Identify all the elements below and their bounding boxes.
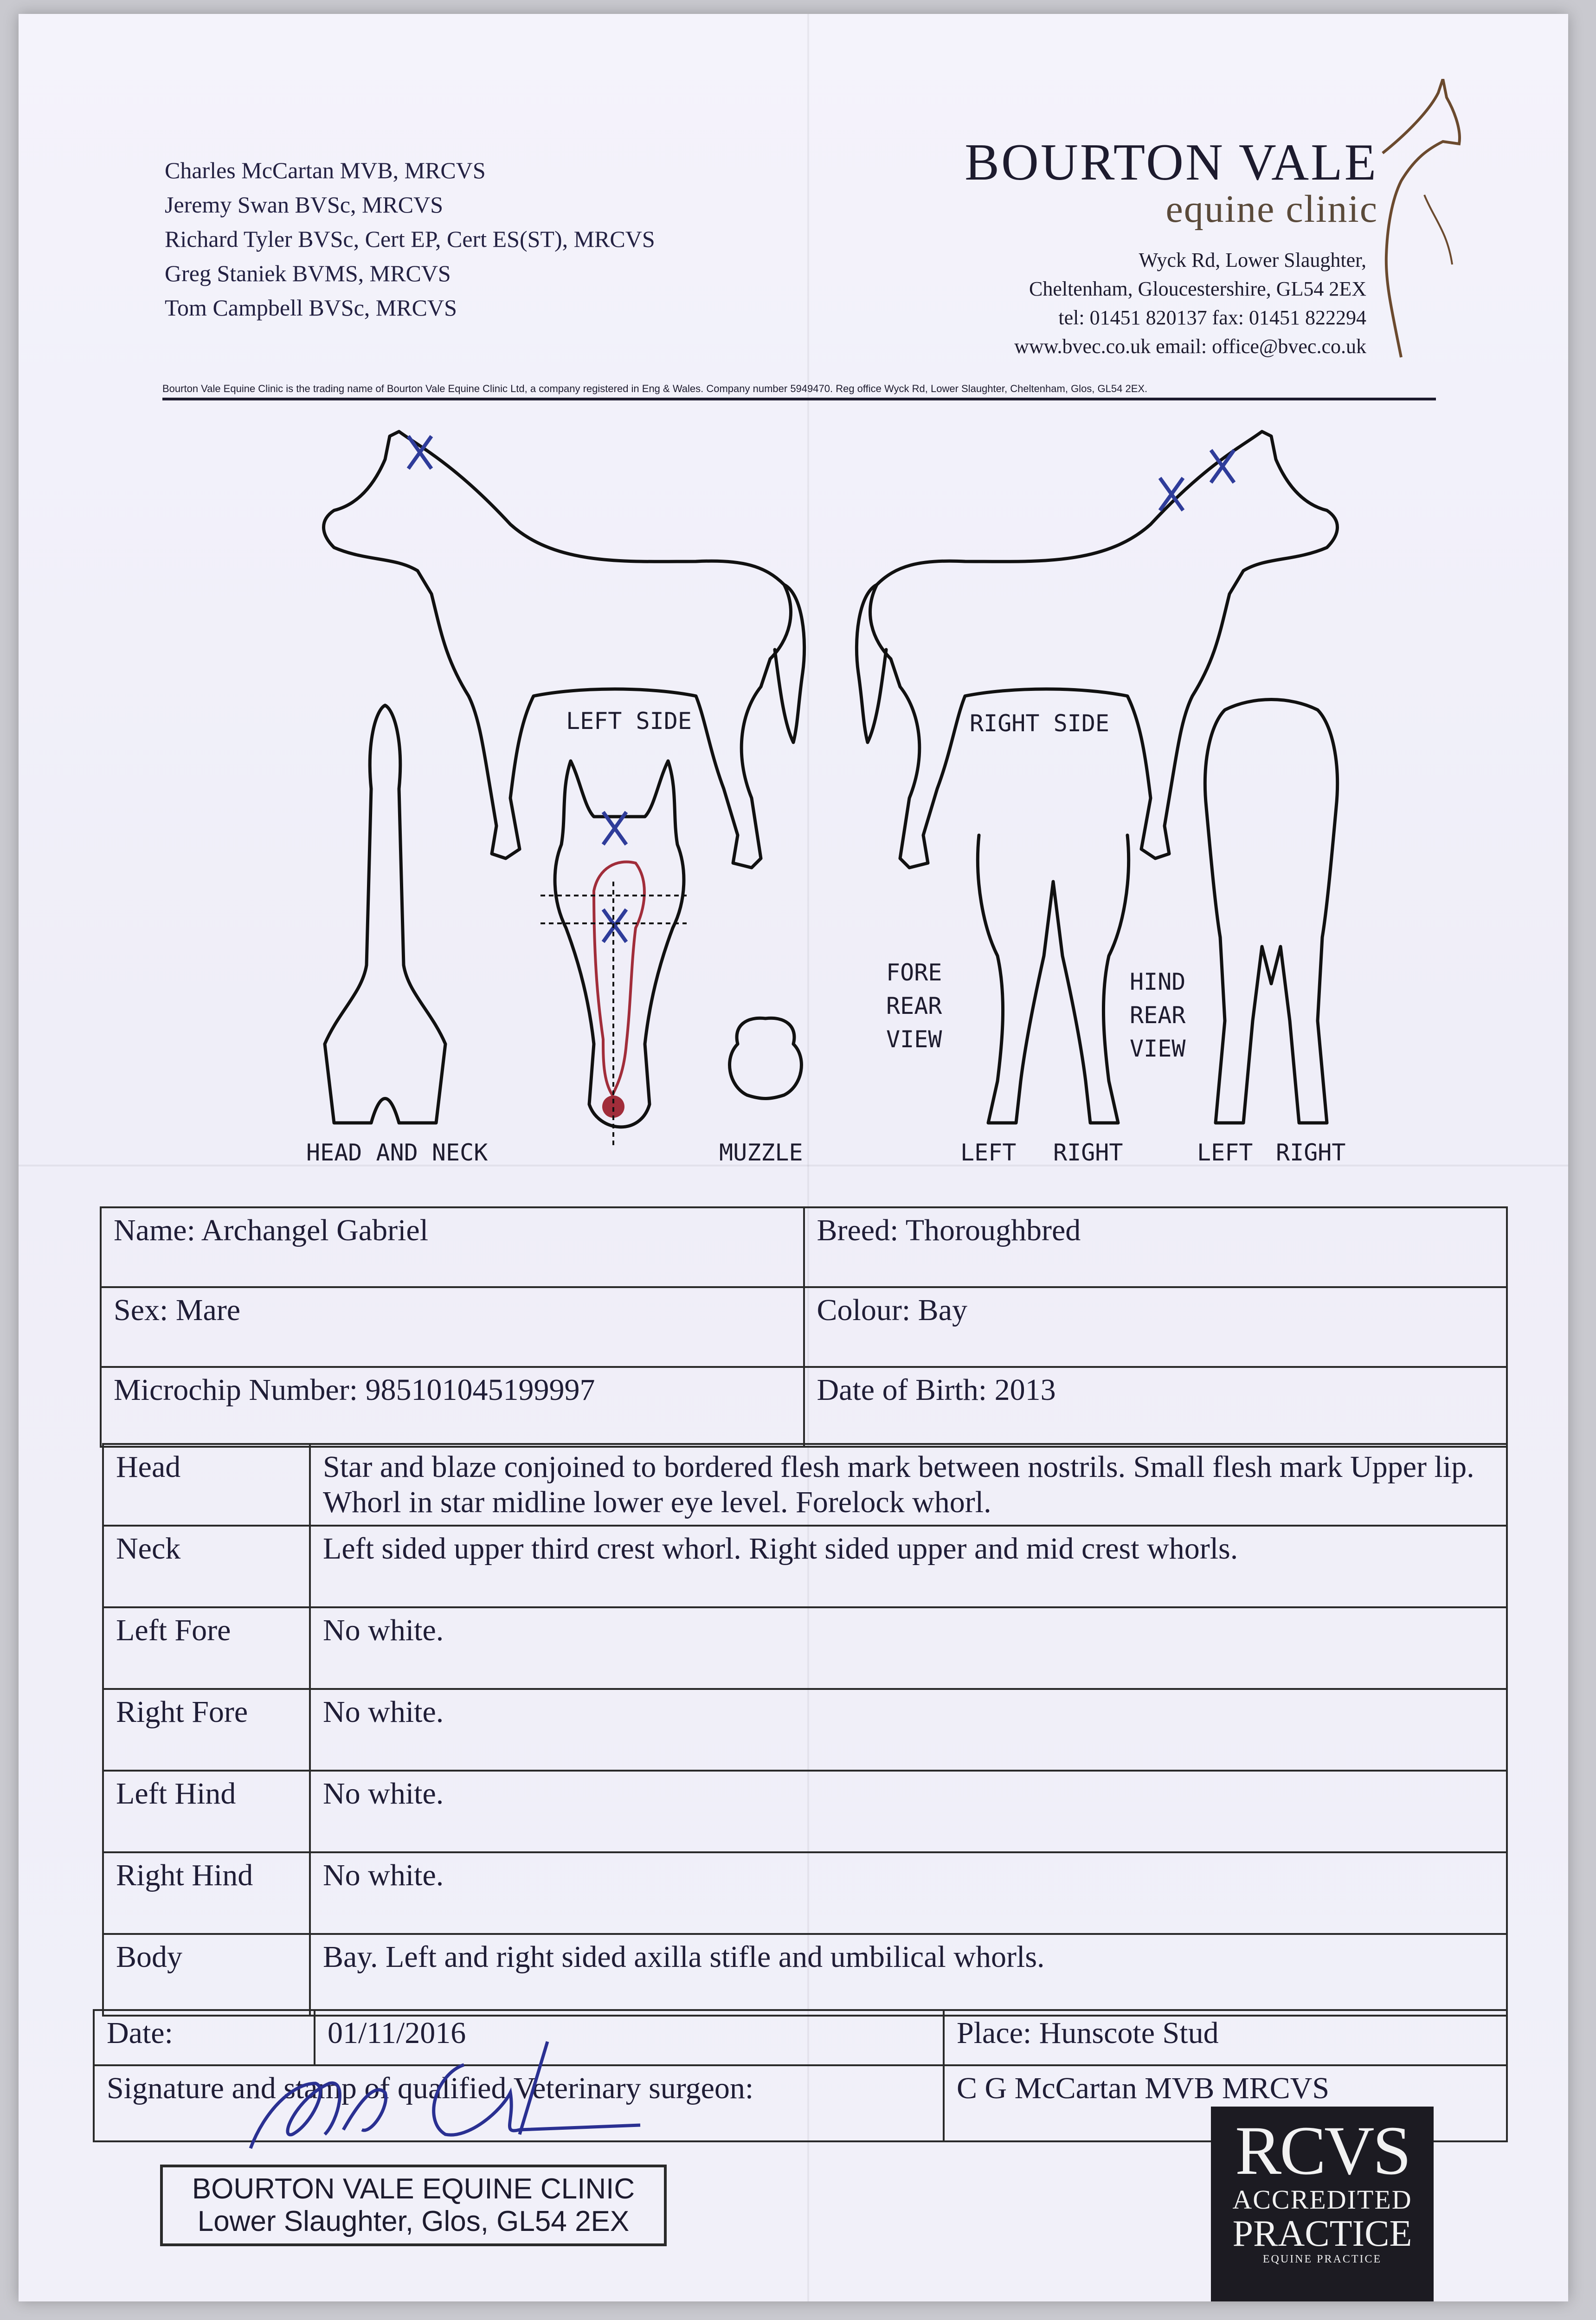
label-word: VIEW: [1130, 1035, 1186, 1062]
marking-value: No white.: [310, 1607, 1507, 1689]
marking-label: Right Hind: [103, 1852, 310, 1934]
marking-value: Left sided upper third crest whorl. Right sided upper and mid crest whorls.: [310, 1526, 1507, 1607]
marking-value: No white.: [310, 1852, 1507, 1934]
table-row: [103, 1689, 1507, 1771]
place-field: Place: Hunscote Stud: [944, 2010, 1507, 2065]
label-left-side: LEFT SIDE: [566, 708, 692, 735]
rcvs-practice: PRACTICE: [1232, 2213, 1412, 2254]
markings-table: [102, 1443, 1508, 2017]
rcvs-title: RCVS: [1235, 2112, 1409, 2189]
vet-name: Greg Staniek BVMS, MRCVS: [165, 260, 451, 286]
vet-name: Richard Tyler BVSc, Cert EP, Cert ES(ST), MRCVS: [165, 226, 655, 252]
date-value: 01/11/2016: [315, 2010, 944, 2065]
marking-label: Head: [103, 1444, 310, 1526]
vet-name: Charles McCartan MVB, MRCVS: [165, 157, 486, 183]
muzzle-drawing: [730, 1018, 802, 1098]
clinic-subtitle: equine clinic: [1165, 187, 1378, 231]
colour-field: Colour: Bay: [804, 1287, 1507, 1367]
address-line: Cheltenham, Gloucestershire, GL54 2EX: [1029, 277, 1366, 300]
address-line: tel: 01451 820137 fax: 01451 822294: [1058, 306, 1366, 329]
table-row: [103, 1526, 1507, 1607]
marking-value: Star and blaze conjoined to bordered flesh mark between nostrils. Small flesh mark Upper lip. Whorl in star midline lower eye level. Forelock whorl.: [310, 1444, 1507, 1526]
label-fore-right: RIGHT: [1053, 1139, 1123, 1166]
horse-details-table: [100, 1206, 1508, 1448]
label-word: REAR: [886, 992, 942, 1019]
star-blaze-marking: [594, 862, 644, 1096]
table-row: [103, 1852, 1507, 1934]
table-row: [103, 1607, 1507, 1689]
whorl-marker-star: [603, 909, 626, 942]
left-side-horse: [324, 432, 791, 868]
label-hind-rear-view: [1130, 965, 1185, 1065]
table-row: [103, 1444, 1507, 1526]
label-word: FORE: [886, 959, 942, 986]
vet-name: Jeremy Swan BVSc, MRCVS: [165, 192, 444, 218]
head-and-neck-drawing: [325, 705, 445, 1123]
marking-value: No white.: [310, 1689, 1507, 1771]
dob-field: Date of Birth: 2013: [804, 1367, 1507, 1447]
signature-label: Signature and stamp of qualified Veterinary surgeon:: [94, 2065, 944, 2141]
address-line: Wyck Rd, Lower Slaughter,: [1139, 249, 1366, 271]
label-head-and-neck: HEAD AND NECK: [306, 1139, 488, 1166]
stamp-line: BOURTON VALE EQUINE CLINIC: [192, 2173, 635, 2205]
marking-value: Bay. Left and right sided axilla stifle and umbilical whorls.: [310, 1934, 1507, 2016]
surgeon-name: C G McCartan MVB MRCVS: [944, 2065, 1507, 2141]
label-word: VIEW: [886, 1026, 942, 1053]
fore-rear-view-drawing: [978, 835, 1128, 1123]
name-field: Name: Archangel Gabriel: [101, 1207, 804, 1287]
marking-label: Right Fore: [103, 1689, 310, 1771]
marking-label: Left Hind: [103, 1771, 310, 1852]
face-front-drawing: [555, 761, 684, 1127]
label-fore-left: LEFT: [960, 1139, 1017, 1166]
date-label: Date:: [94, 2010, 315, 2065]
table-row: [103, 1771, 1507, 1852]
label-right-side: RIGHT SIDE: [970, 710, 1110, 737]
vet-name: Tom Campbell BVSc, MRCVS: [165, 295, 457, 321]
marking-label: Neck: [103, 1526, 310, 1607]
hind-rear-view-drawing: [1205, 700, 1337, 1123]
marking-value: No white.: [310, 1771, 1507, 1852]
handwritten-signature: [223, 2028, 687, 2167]
sex-field: Sex: Mare: [101, 1287, 804, 1367]
stamp-line: Lower Slaughter, Glos, GL54 2EX: [197, 2205, 630, 2237]
label-hind-left: LEFT: [1197, 1139, 1253, 1166]
address-line: www.bvec.co.uk email: office@bvec.co.uk: [1014, 335, 1366, 358]
registration-notice: Bourton Vale Equine Clinic is the trading name of Bourton Vale Equine Clinic Ltd, a company registered in Eng & Wales. Company number 5949470. Reg office Wyck Rd, Lower Slaughter, Cheltenham, Glos, GL54 2EX.: [162, 383, 1436, 400]
label-fore-rear-view: [886, 956, 942, 1056]
rcvs-accredited-logo: [1211, 2107, 1434, 2301]
marking-label: Body: [103, 1934, 310, 2016]
label-word: REAR: [1130, 1002, 1186, 1029]
right-side-horse: [870, 432, 1338, 868]
rcvs-accredited: ACCREDITED: [1232, 2185, 1412, 2215]
rcvs-small: EQUINE PRACTICE: [1262, 2253, 1382, 2265]
label-hind-right: RIGHT: [1276, 1139, 1346, 1166]
label-word: HIND: [1130, 968, 1186, 995]
breed-field: Breed: Thoroughbred: [804, 1207, 1507, 1287]
label-muzzle: MUZZLE: [719, 1139, 803, 1166]
table-row: [103, 1934, 1507, 2016]
clinic-name: BOURTON VALE: [965, 134, 1378, 191]
clinic-stamp: [160, 2165, 667, 2246]
microchip-field: Microchip Number: 985101045199997: [101, 1367, 804, 1447]
marking-label: Left Fore: [103, 1607, 310, 1689]
